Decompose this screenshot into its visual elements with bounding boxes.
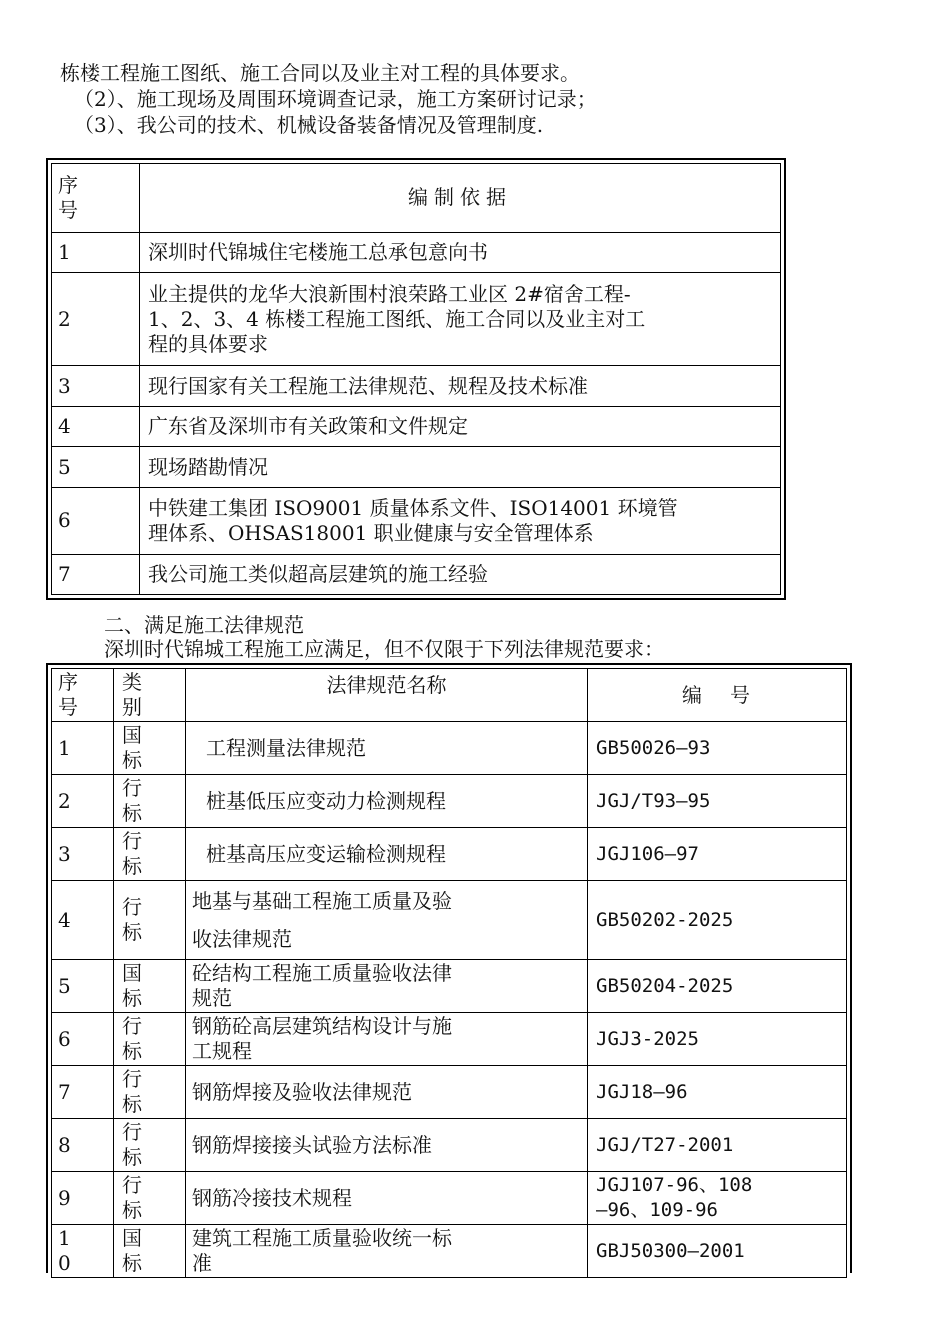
row-name: 工程测量法律规范 xyxy=(186,722,588,775)
row-seq: 5 xyxy=(52,960,114,1013)
row-category: 行 标 xyxy=(114,1119,186,1172)
row-category: 行 标 xyxy=(114,1172,186,1225)
table-row xyxy=(52,881,847,960)
table-row xyxy=(52,722,847,775)
basis-line: 广东省及深圳市有关政策和文件规定 xyxy=(148,414,468,439)
row-seq: 9 xyxy=(52,1172,114,1225)
basis-line: 业主提供的龙华大浪新围村浪荣路工业区 2#宿舍工程- xyxy=(148,281,631,306)
basis-line: 中铁建工集团 ISO9001 质量体系文件、ISO14001 环境管 xyxy=(148,495,678,520)
row-category: 行 标 xyxy=(114,828,186,881)
row-name: 钢筋焊接接头试验方法标准 xyxy=(186,1119,588,1172)
header-code: 编 号 xyxy=(588,669,847,722)
row-category: 国 标 xyxy=(114,1225,186,1278)
row-code: GB50026—93 xyxy=(588,722,847,775)
section-heading: 二、满足施工法律规范 xyxy=(104,613,304,637)
row-category: 国 标 xyxy=(114,722,186,775)
basis-line: 深圳时代锦城住宅楼施工总承包意向书 xyxy=(148,240,488,265)
table-row xyxy=(52,232,781,272)
table-row xyxy=(52,828,847,881)
basis-table xyxy=(46,158,786,600)
row-code: GB50204-2025 xyxy=(588,960,847,1013)
row-category: 行 标 xyxy=(114,1013,186,1066)
row-basis xyxy=(140,554,781,594)
table-row xyxy=(52,1119,847,1172)
table-row xyxy=(52,366,781,406)
row-seq: 2 xyxy=(52,775,114,828)
row-seq: 1 xyxy=(52,232,140,272)
table-row xyxy=(52,960,847,1013)
row-seq: 2 xyxy=(52,273,140,366)
basis-line: 程的具体要求 xyxy=(148,331,268,356)
row-seq: 7 xyxy=(52,1066,114,1119)
row-basis xyxy=(140,232,781,272)
regulations-table xyxy=(46,663,852,1273)
intro-line-2: （2）、施工现场及周围环境调查记录，施工方案研讨记录； xyxy=(74,87,597,111)
row-basis xyxy=(140,406,781,446)
row-name: 钢筋焊接及验收法律规范 xyxy=(186,1066,588,1119)
table-row xyxy=(52,775,847,828)
row-category: 国 标 xyxy=(114,960,186,1013)
table-row xyxy=(52,406,781,446)
row-code: JGJ/T93—95 xyxy=(588,775,847,828)
row-code: JGJ3-2025 xyxy=(588,1013,847,1066)
intro-line-3: （3）、我公司的技术、机械设备装备情况及管理制度. xyxy=(74,113,544,137)
row-code: JGJ/T27-2001 xyxy=(588,1119,847,1172)
row-seq: 1 xyxy=(52,722,114,775)
table-row xyxy=(52,1066,847,1119)
basis-line: 现场踏勘情况 xyxy=(148,454,268,479)
basis-line: 我公司施工类似超高层建筑的施工经验 xyxy=(148,561,488,586)
row-category: 行 标 xyxy=(114,1066,186,1119)
header-name: 法律规范名称 xyxy=(186,669,588,722)
header-basis: 编制依据 xyxy=(140,164,781,233)
table-row xyxy=(52,487,781,554)
table-row xyxy=(52,273,781,366)
row-basis xyxy=(140,273,781,366)
row-seq: 1 0 xyxy=(52,1225,114,1278)
regulations-table-header xyxy=(52,669,847,722)
row-name: 砼结构工程施工质量验收法律 规范 xyxy=(186,960,588,1013)
row-basis xyxy=(140,447,781,487)
row-seq: 8 xyxy=(52,1119,114,1172)
basis-line: 1、2、3、4 栋楼工程施工图纸、施工合同以及业主对工 xyxy=(148,306,646,331)
section-intro: 深圳时代锦城工程施工应满足，但不仅限于下列法律规范要求： xyxy=(104,637,664,661)
header-seq: 序 号 xyxy=(52,164,140,233)
table-row xyxy=(52,1013,847,1066)
row-seq: 3 xyxy=(52,828,114,881)
row-seq: 5 xyxy=(52,447,140,487)
header-seq: 序 号 xyxy=(52,669,114,722)
basis-table-header xyxy=(52,164,781,233)
row-code: JGJ18—96 xyxy=(588,1066,847,1119)
row-seq: 7 xyxy=(52,554,140,594)
row-code: JGJ107-96、108 —96、109-96 xyxy=(588,1172,847,1225)
row-name: 钢筋冷接技术规程 xyxy=(186,1172,588,1225)
header-category: 类 别 xyxy=(114,669,186,722)
row-name: 桩基低压应变动力检测规程 xyxy=(186,775,588,828)
row-name: 钢筋砼高层建筑结构设计与施 工规程 xyxy=(186,1013,588,1066)
row-seq: 6 xyxy=(52,487,140,554)
row-seq: 3 xyxy=(52,366,140,406)
row-name: 地基与基础工程施工质量及验 收法律规范 xyxy=(186,881,588,960)
table-row xyxy=(52,447,781,487)
row-basis xyxy=(140,487,781,554)
row-category: 行 标 xyxy=(114,881,186,960)
basis-line: 现行国家有关工程施工法律规范、规程及技术标准 xyxy=(148,373,588,398)
table-row xyxy=(52,554,781,594)
row-code: JGJ106—97 xyxy=(588,828,847,881)
row-seq: 6 xyxy=(52,1013,114,1066)
row-seq: 4 xyxy=(52,881,114,960)
row-category: 行 标 xyxy=(114,775,186,828)
table-row xyxy=(52,1225,847,1278)
intro-line-1: 栋楼工程施工图纸、施工合同以及业主对工程的具体要求。 xyxy=(60,61,580,85)
row-code: GBJ50300—2001 xyxy=(588,1225,847,1278)
row-seq: 4 xyxy=(52,406,140,446)
basis-line: 理体系、OHSAS18001 职业健康与安全管理体系 xyxy=(148,520,594,545)
table-row xyxy=(52,1172,847,1225)
row-name: 桩基高压应变运输检测规程 xyxy=(186,828,588,881)
row-code: GB50202-2025 xyxy=(588,881,847,960)
row-basis xyxy=(140,366,781,406)
row-name: 建筑工程施工质量验收统一标 准 xyxy=(186,1225,588,1278)
